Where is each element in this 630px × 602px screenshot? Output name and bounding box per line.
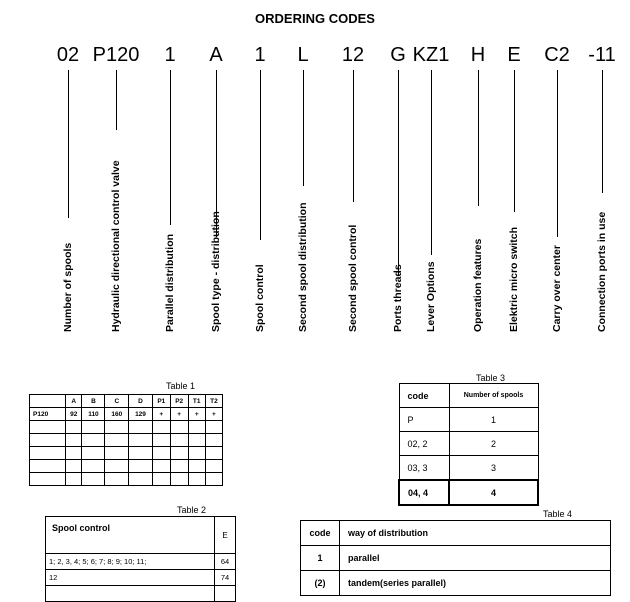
- table3: [398, 383, 539, 506]
- ordering-code-label-12: Carry over center: [551, 245, 563, 332]
- table-header-cell: P1: [152, 395, 170, 408]
- table-cell: 74: [215, 570, 236, 586]
- ordering-code-11: E: [507, 44, 521, 66]
- table-cell: 64: [215, 554, 236, 570]
- table-cell: [82, 421, 105, 434]
- table-row: [301, 546, 611, 571]
- table-cell: [170, 421, 188, 434]
- table-header-cell: A: [66, 395, 82, 408]
- table-header-row: [399, 384, 538, 408]
- table-header-cell: C: [105, 395, 129, 408]
- table-cell: [66, 421, 82, 434]
- table2-caption: Table 2: [177, 505, 207, 515]
- table-row: [30, 460, 223, 473]
- table-header-cell: Spool control: [46, 517, 215, 554]
- ordering-code-label-4: Spool type - distribution: [210, 211, 222, 332]
- table-cell: +: [205, 408, 222, 421]
- table-cell: [82, 447, 105, 460]
- ordering-code-9: KZ1: [412, 44, 450, 66]
- table-cell: [82, 473, 105, 486]
- table-cell: [188, 447, 205, 460]
- table-cell: 110: [82, 408, 105, 421]
- table-cell: 12: [46, 570, 215, 586]
- table-header-cell: P2: [170, 395, 188, 408]
- table-header-row: [301, 521, 611, 546]
- table-cell: [129, 473, 153, 486]
- ordering-code-label-8: Ports threads: [392, 264, 404, 332]
- ordering-code-label-10: Operation features: [472, 238, 484, 332]
- table-cell: 02, 2: [399, 432, 449, 456]
- table-cell: [105, 434, 129, 447]
- table-cell: [30, 473, 66, 486]
- ordering-code-label-7: Second spool control: [347, 224, 359, 332]
- table-header-row: [30, 395, 223, 408]
- table-cell: [188, 434, 205, 447]
- connector-line: [431, 70, 432, 255]
- table-cell: [30, 447, 66, 460]
- connector-line: [398, 70, 399, 275]
- table-cell: [129, 460, 153, 473]
- ordering-code-6: L: [297, 44, 309, 66]
- table-row: [399, 456, 538, 481]
- connector-line: [478, 70, 479, 206]
- connector-line: [260, 70, 261, 240]
- table-row: [399, 432, 538, 456]
- table-cell: [129, 421, 153, 434]
- table-cell: 129: [129, 408, 153, 421]
- table-cell: [170, 434, 188, 447]
- table-header-cell: code: [399, 384, 449, 408]
- table-cell: 92: [66, 408, 82, 421]
- table-header-cell: T2: [205, 395, 222, 408]
- table-cell: [129, 447, 153, 460]
- table-cell: [170, 473, 188, 486]
- ordering-code-13: -11: [588, 44, 616, 66]
- connector-line: [602, 70, 603, 193]
- table2: [45, 516, 236, 602]
- table-cell: [82, 460, 105, 473]
- table4: [300, 520, 611, 596]
- table-row: [46, 554, 236, 570]
- table-cell: (2): [301, 571, 340, 596]
- connector-line: [116, 70, 117, 130]
- table-row: [46, 586, 236, 602]
- table-row: [301, 571, 611, 596]
- table1-caption: Table 1: [166, 381, 196, 391]
- table-header-cell: [30, 395, 66, 408]
- table-cell: [30, 421, 66, 434]
- ordering-code-7: 12: [341, 44, 365, 66]
- table-row: [46, 570, 236, 586]
- table-cell: [105, 447, 129, 460]
- ordering-code-1: 02: [56, 44, 80, 66]
- table-cell: parallel: [340, 546, 611, 571]
- table-header-row: [46, 517, 236, 554]
- table-cell: [66, 447, 82, 460]
- ordering-code-label-6: Second spool distribution: [297, 202, 309, 332]
- table-cell: [205, 460, 222, 473]
- ordering-code-label-5: Spool control: [254, 264, 266, 332]
- table-row: [399, 480, 538, 505]
- connector-line: [68, 70, 69, 218]
- ordering-code-5: 1: [254, 44, 266, 66]
- ordering-code-12: C2: [544, 44, 570, 66]
- table-cell: [152, 434, 170, 447]
- table-cell: 1: [301, 546, 340, 571]
- table-cell: [152, 421, 170, 434]
- table-cell: [188, 421, 205, 434]
- table-cell: [66, 460, 82, 473]
- connector-line: [303, 70, 304, 186]
- table-cell: [170, 447, 188, 460]
- table-cell: 3: [449, 456, 538, 481]
- table-header-cell: B: [82, 395, 105, 408]
- ordering-code-label-2: Hydraulic directional control valve: [110, 160, 122, 332]
- table-cell: [205, 434, 222, 447]
- table-cell: [105, 473, 129, 486]
- connector-line: [514, 70, 515, 212]
- table-cell: +: [152, 408, 170, 421]
- table-cell: [105, 460, 129, 473]
- table-cell: [66, 434, 82, 447]
- table-cell: [152, 460, 170, 473]
- table-cell: [188, 460, 205, 473]
- table-cell: 04, 4: [399, 480, 449, 505]
- ordering-code-label-9: Lever Options: [425, 261, 437, 332]
- table-row: [30, 473, 223, 486]
- table-row: [30, 408, 223, 421]
- table-header-cell: way of distribution: [340, 521, 611, 546]
- connector-line: [353, 70, 354, 202]
- table-cell: 1: [449, 408, 538, 432]
- ordering-code-label-13: Connection ports in use: [596, 211, 608, 332]
- table1: [29, 394, 223, 486]
- table-cell: [129, 434, 153, 447]
- table-cell: tandem(series parallel): [340, 571, 611, 596]
- table-cell: [152, 473, 170, 486]
- table-cell: 2: [449, 432, 538, 456]
- table-header-cell: T1: [188, 395, 205, 408]
- table-header-cell: D: [129, 395, 153, 408]
- table-cell: 03, 3: [399, 456, 449, 481]
- table-cell: [205, 421, 222, 434]
- ordering-code-3: 1: [164, 44, 176, 66]
- table-header-cell: E: [215, 517, 236, 554]
- table-header-cell: Number of spools: [449, 384, 538, 408]
- table-cell: [82, 434, 105, 447]
- connector-line: [557, 70, 558, 237]
- table3-caption: Table 3: [476, 373, 506, 383]
- ordering-code-10: H: [470, 44, 486, 66]
- table-cell: [170, 460, 188, 473]
- table-cell: [30, 460, 66, 473]
- ordering-code-label-3: Parallel distribution: [164, 233, 176, 332]
- table-cell: 160: [105, 408, 129, 421]
- table-row: [30, 434, 223, 447]
- table-cell: [188, 473, 205, 486]
- table-cell: [46, 586, 215, 602]
- table-row: [30, 447, 223, 460]
- table-cell: 1; 2, 3, 4; 5; 6; 7; 8; 9; 10; 11;: [46, 554, 215, 570]
- ordering-code-label-1: Number of spools: [62, 242, 74, 332]
- table-header-cell: code: [301, 521, 340, 546]
- table-cell: [152, 447, 170, 460]
- table-cell: 4: [449, 480, 538, 505]
- ordering-code-label-11: Elektric micro switch: [508, 226, 520, 332]
- table-row: [30, 421, 223, 434]
- table-cell: [105, 421, 129, 434]
- table-cell: +: [170, 408, 188, 421]
- table-cell: [30, 434, 66, 447]
- ordering-code-2: P120: [92, 44, 140, 66]
- ordering-code-4: A: [209, 44, 223, 66]
- table-cell: P: [399, 408, 449, 432]
- table-row: [399, 408, 538, 432]
- ordering-code-8: G: [390, 44, 406, 66]
- table-cell: [215, 586, 236, 602]
- table-cell: P120: [30, 408, 66, 421]
- table-cell: +: [188, 408, 205, 421]
- connector-line: [170, 70, 171, 225]
- table-cell: [205, 447, 222, 460]
- table-cell: [205, 473, 222, 486]
- page-title: ORDERING CODES: [255, 11, 375, 26]
- table-cell: [66, 473, 82, 486]
- table4-caption: Table 4: [543, 509, 573, 519]
